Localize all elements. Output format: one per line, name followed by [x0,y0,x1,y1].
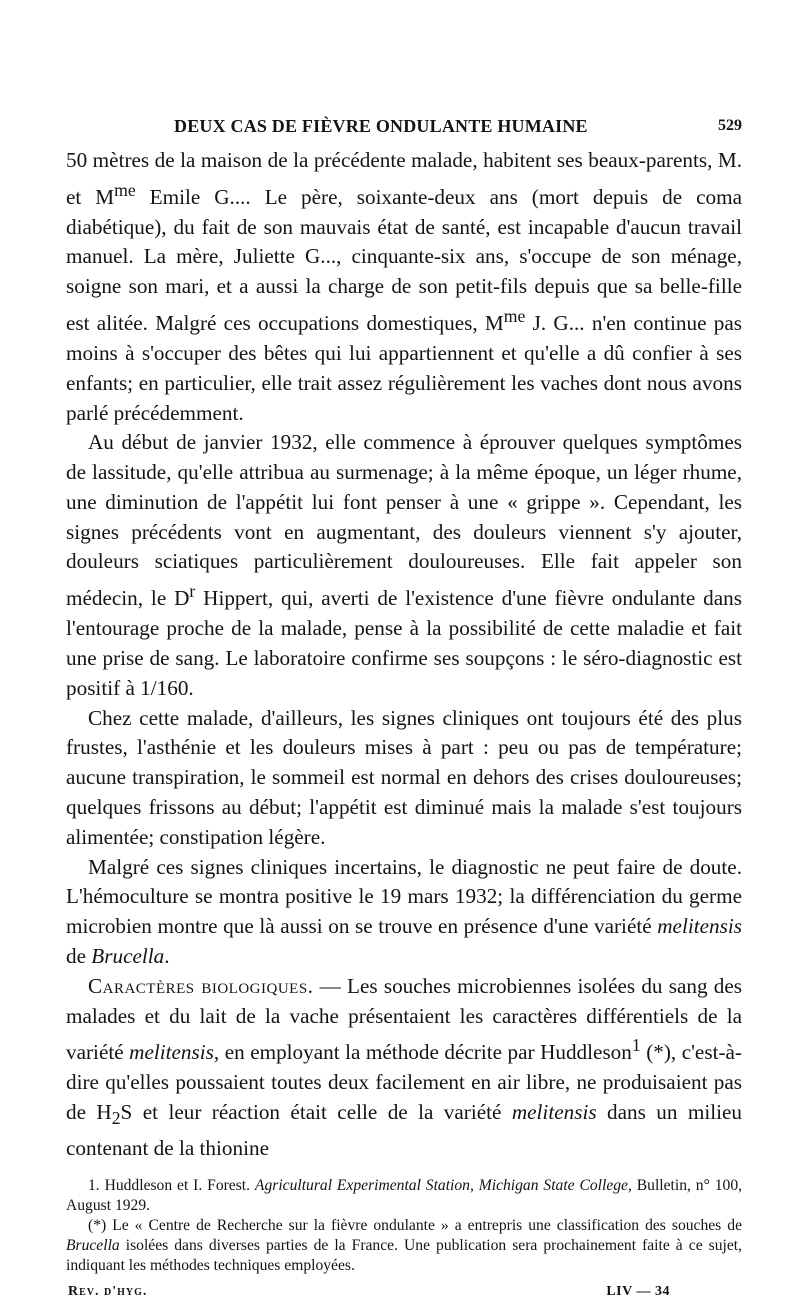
italic-citation: Agricultural Experimental Station, Michigan State College, [254,1176,632,1194]
italic-term: melitensis [657,914,742,939]
page-header [66,112,742,146]
italic-term: melitensis [129,1040,214,1065]
text-run: (*) Le « Centre de Recherche sur la fièvre ondulante » a entrepris une classification des souches de [88,1216,742,1234]
text-run: Emile G.... Le père, soixante-deux ans (mort depuis de coma diabétique), du fait de son mauvais état de santé, est incapable d'aucun travail manuel. La mère, Juliette G..., cinquante-six ans, s'occupe de son ménage, soigne son mari, et a aussi la charge de son petit-fils depuis que sa belle-fille est alitée. Malgré ces occupations domestiques, M [66,184,742,336]
text-run: 1. Huddleson et I. Forest. [88,1176,255,1194]
text-run: dans un milieu contenant de la thionine [66,1099,742,1160]
italic-term: melitensis [511,1099,597,1124]
footnote-ref: 1 [631,1035,641,1056]
paragraph-2 [66,428,742,703]
footnotes [66,1176,742,1276]
document-page [66,112,742,1306]
section-heading: Caractères biologiques. [88,973,314,998]
text-run: Hippert, qui, averti de l'existence d'une fièvre ondulante dans l'entourage proche de la malade, pense à la possibilité de cette maladie et fait une prise de sang. Le laboratoire confirme ses soupçons : le séro-diagnostic est positif à 1/160. [66,586,742,700]
volume-signature: LIV — 34 [606,1283,670,1299]
journal-signature: Rev. d'hyg. [68,1283,148,1299]
text-run: isolées dans diverses parties de la France. Une publication sera prochainement faite à ce sujet, indiquant les méthodes techniques employées. [66,1236,742,1274]
italic-term: Brucella [66,1236,120,1254]
text-run: , en employant la méthode décrite par Huddleson [213,1040,632,1065]
text-run: . [164,943,170,968]
text-run: Au début de janvier 1932, elle commence à éprouver quelques symptômes de lassitude, qu'elle attribua au surmenage; à la même époque, un léger rhume, une diminution de l'appétit lui font penser à une « grippe ». Cependant, les signes précédents vont en augmentant, des douleurs viennent s'y ajouter, douleurs sciatiques particulièrement douloureuses. Elle fait appeler son médecin, le D [66,430,742,611]
footnote-2 [66,1216,742,1276]
subscript: 2 [111,1108,121,1129]
text-run: S et leur réaction était celle de la variété [120,1099,512,1124]
text-run: (*), c'est-à-dire qu'elles poussaient toutes deux facilement en air libre, ne produisaient pas de H [66,1040,742,1124]
paragraph-1 [66,146,742,428]
running-title: DEUX CAS DE FIÈVRE ONDULANTE HUMAINE [174,116,588,136]
body-text [66,146,742,1164]
footnote-1 [66,1176,742,1216]
italic-term: Brucella [91,943,165,968]
superscript: r [189,581,196,602]
superscript: me [503,306,526,327]
superscript: me [114,179,136,200]
text-run: Bulletin, n° 100, August 1929. [66,1176,743,1214]
page-footer [66,1282,742,1306]
text-run: J. G... n'en continue pas moins à s'occuper des bêtes qui lui appartiennent et qu'elle a dû confier à ses enfants; en particulier, elle trait assez régulièrement les vaches dont nous avons parlé précédemment. [66,311,742,425]
paragraph-5 [66,972,742,1164]
text-run: de [66,943,92,968]
page-number: 529 [718,117,742,134]
paragraph-4 [66,853,742,972]
text-run: — Les souches microbiennes isolées du sang des malades et du lait de la vache présentaient les caractères différentiels de la variété [66,973,742,1065]
text-run: 50 mètres de la maison de la précédente malade, habitent ses beaux-parents, M. et M [66,148,742,209]
paragraph-3: Chez cette malade, d'ailleurs, les signes cliniques ont toujours été des plus frustes, l'asthénie et les douleurs mises à part : peu ou pas de température; aucune transpiration, le sommeil est normal en dehors des crises douloureuses; quelques frissons au début; l'appétit est diminué mais la malade s'est toujours alimentée; constipation légère. [66,705,742,849]
text-run: Malgré ces signes cliniques incertains, le diagnostic ne peut faire de doute. L'hémoculture se montra positive le 19 mars 1932; la différenciation du germe microbien montre que là aussi on se trouve en présence d'une variété [66,854,742,939]
